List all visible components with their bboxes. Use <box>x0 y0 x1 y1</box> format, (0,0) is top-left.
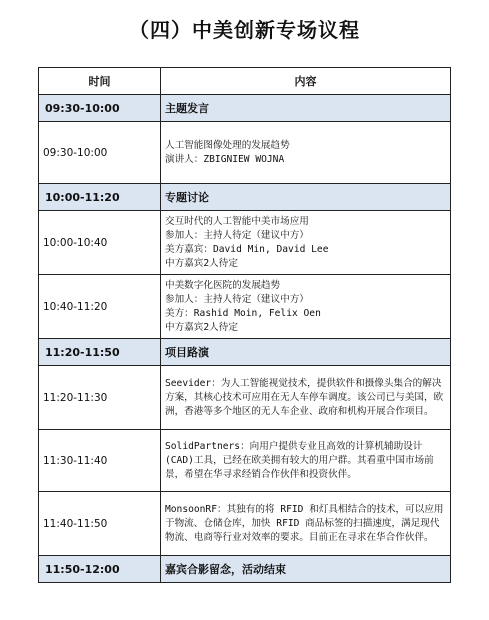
content-text: Seevider：为人工智能视觉技术，提供软件和摄像头集合的解决方案，其核心技术可应用在无人车停车调度。该公司已与美国，欧洲，香港等多个地区的无人车企业、政府和机构开展合作项目。 <box>165 377 444 417</box>
section-time: 11:20-11:50 <box>39 339 161 366</box>
row-time: 11:20-11:30 <box>39 366 161 430</box>
agenda-table <box>38 67 451 583</box>
section-row <box>39 95 451 122</box>
row-content <box>161 430 451 492</box>
row-time: 09:30-10:00 <box>39 122 161 184</box>
content-line: 演讲人：ZBIGNIEW WOJNA <box>165 153 285 165</box>
content-text: MonsoonRF：其独有的将 RFID 和灯具相结合的技术，可以应用于物流、仓储仓库，加快 RFID 商品标签的扫描速度，满足现代物流、电商等行业对效率的要求。目前正在寻求在华合作伙伴。 <box>165 503 444 543</box>
row-content <box>161 122 451 184</box>
header-time: 时间 <box>39 68 161 95</box>
content-line: 美方嘉宾：David Min, David Lee <box>165 243 329 255</box>
section-time: 10:00-11:20 <box>39 184 161 211</box>
content-line: 中方嘉宾2人待定 <box>165 257 238 269</box>
content-line: 参加人：主持人待定（建议中方） <box>165 293 309 305</box>
section-label: 项目路演 <box>161 339 451 366</box>
header-content: 内容 <box>161 68 451 95</box>
table-row <box>39 275 451 339</box>
section-row <box>39 184 451 211</box>
section-label: 主题发言 <box>161 95 451 122</box>
content-line: 中方嘉宾2人待定 <box>165 321 238 333</box>
row-time: 11:30-11:40 <box>39 430 161 492</box>
content-text: SolidPartners：向用户提供专业且高效的计算机辅助设计(CAD)工具，已经在欧美拥有较大的用户群。其看重中国市场前景，希望在华寻求经销合作伙伴和投资伙伴。 <box>165 440 434 480</box>
row-content <box>161 492 451 556</box>
table-header-row <box>39 68 451 95</box>
table-row <box>39 430 451 492</box>
table-row <box>39 366 451 430</box>
row-time: 10:40-11:20 <box>39 275 161 339</box>
section-label: 嘉宾合影留念，活动结束 <box>161 556 451 583</box>
content-line: 中美数字化医院的发展趋势 <box>165 279 281 291</box>
content-line: 交互时代的人工智能中美市场应用 <box>165 215 309 227</box>
table-row <box>39 492 451 556</box>
table-row <box>39 122 451 184</box>
row-time: 10:00-10:40 <box>39 211 161 275</box>
section-row <box>39 556 451 583</box>
content-line: 人工智能图像处理的发展趋势 <box>165 139 290 151</box>
section-label: 专题讨论 <box>161 184 451 211</box>
row-time: 11:40-11:50 <box>39 492 161 556</box>
row-content <box>161 366 451 430</box>
row-content <box>161 211 451 275</box>
table-row <box>39 211 451 275</box>
section-time: 11:50-12:00 <box>39 556 161 583</box>
section-row <box>39 339 451 366</box>
content-line: 美方：Rashid Moin, Felix Oen <box>165 307 321 319</box>
row-content <box>161 275 451 339</box>
content-line: 参加人：主持人待定（建议中方） <box>165 229 309 241</box>
section-time: 09:30-10:00 <box>39 95 161 122</box>
page-title: （四）中美创新专场议程 <box>129 18 360 42</box>
